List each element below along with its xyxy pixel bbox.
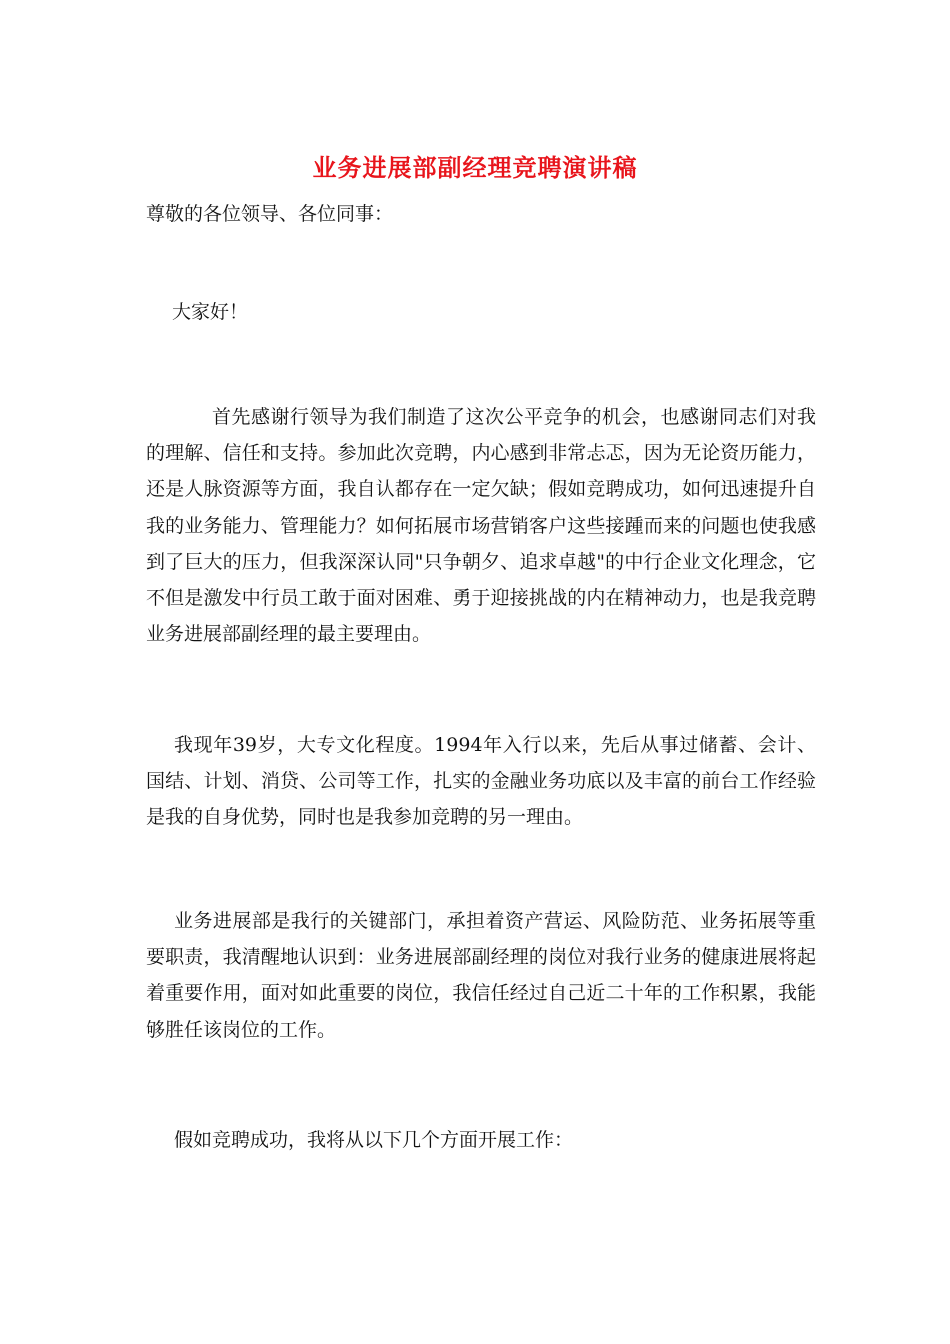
paragraph-plan-intro: 假如竞聘成功，我将从以下几个方面开展工作： <box>174 1129 574 1151</box>
paragraph-background: 我现年39岁，大专文化程度。1994年入行以来，先后从事过储蓄、会计、国结、计划、消贷、公司等工作，扎实的金融业务功底以及丰富的前台工作经验是我的自身优势，同时也是我参加竞聘的另一理由。 <box>146 734 816 829</box>
salutation: 尊敬的各位领导、各位同事： <box>146 203 394 225</box>
document-title: 业务进展部副经理竞聘演讲稿 <box>312 153 638 182</box>
paragraph-role-importance: 业务进展部是我行的关键部门，承担着资产营运、风险防范、业务拓展等重要职责，我清醒地认识到：业务进展部副经理的岗位对我行业务的健康进展将起着重要作用，面对如此重要的岗位，我信任经过自己近二十年的工作积累，我能够胜任该岗位的工作。 <box>146 910 816 1041</box>
paragraph-gratitude: 首先感谢行领导为我们制造了这次公平竞争的机会，也感谢同志们对我的理解、信任和支持。参加此次竞聘，内心感到非常忐忑，因为无论资历能力，还是人脉资源等方面，我自认都存在一定欠缺；假如竞聘成功，如何迅速提升自我的业务能力、管理能力？如何拓展市场营销客户这些接踵而来的问题也使我感到了巨大的压力，但我深深认同"只争朝夕、追求卓越"的中行企业文化理念，它不但是激发中行员工敢于面对困难、勇于迎接挑战的内在精神动力，也是我竞聘业务进展部副经理的最主要理由。 <box>146 406 816 646</box>
opening-greeting: 大家好！ <box>172 301 249 323</box>
